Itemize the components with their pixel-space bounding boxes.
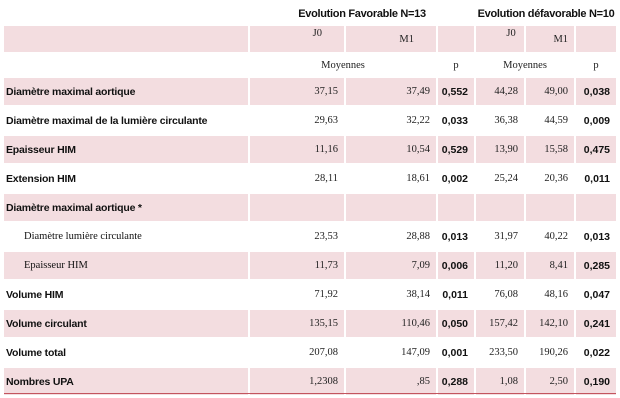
- row-label: Nombres UPA: [4, 368, 250, 397]
- table-row: [4, 165, 616, 194]
- defav-moyennes-header: [476, 54, 576, 78]
- defav-m1-value: 142,10: [526, 310, 576, 339]
- defav-p-blank: [576, 26, 616, 54]
- defav-j0-value: 157,42: [476, 310, 526, 339]
- fav-m1-value: 10,54: [346, 136, 438, 165]
- defav-j0-header: [476, 26, 526, 54]
- fav-j0-value: 23,53: [250, 223, 346, 252]
- header-row-timepoints: [4, 26, 616, 54]
- defav-moyennes-label: Moyennes: [503, 59, 547, 71]
- fav-p-value: [438, 194, 476, 223]
- fav-p-value: 0,050: [438, 310, 476, 339]
- fav-m1-value: 7,09: [346, 252, 438, 281]
- table-row: [4, 107, 616, 136]
- row-label: Extension HIM: [4, 165, 250, 194]
- table-row: [4, 223, 616, 252]
- fav-m1-header: [346, 26, 438, 54]
- fav-j0-value: 37,15: [250, 78, 346, 107]
- row-label: Diamètre maximal de la lumière circulante: [4, 107, 250, 136]
- defav-p-value: 0,475: [576, 136, 616, 165]
- fav-m1-value: 32,22: [346, 107, 438, 136]
- fav-j0-value: 28,11: [250, 165, 346, 194]
- table-row: [4, 136, 616, 165]
- defav-p-value: 0,022: [576, 339, 616, 368]
- row-label: Diamètre lumière circulante: [4, 223, 250, 252]
- defav-m1-value: 44,59: [526, 107, 576, 136]
- defav-m1-value: 20,36: [526, 165, 576, 194]
- fav-j0-value: 135,15: [250, 310, 346, 339]
- results-table: [4, 2, 616, 397]
- fav-p-value: 0,552: [438, 78, 476, 107]
- table-row: [4, 339, 616, 368]
- fav-moyennes-header: [250, 54, 438, 78]
- defav-j0-value: 36,38: [476, 107, 526, 136]
- table-row: [4, 310, 616, 339]
- defav-j0-value: 11,20: [476, 252, 526, 281]
- fav-m1-value: 28,88: [346, 223, 438, 252]
- fav-j0-value: 207,08: [250, 339, 346, 368]
- defav-j0-value: 76,08: [476, 281, 526, 310]
- group-favorable-header: [250, 2, 476, 26]
- fav-p-value: 0,002: [438, 165, 476, 194]
- defav-p-value: 0,190: [576, 368, 616, 397]
- defav-m1-value: 49,00: [526, 78, 576, 107]
- defav-m1-label: M1: [553, 33, 569, 45]
- defav-p-value: 0,241: [576, 310, 616, 339]
- row-label: Epaisseur HIM: [4, 136, 250, 165]
- defav-j0-value: 1,08: [476, 368, 526, 397]
- bottom-rule: [4, 393, 616, 394]
- fav-j0-header: [250, 26, 346, 54]
- fav-p-label: p: [453, 59, 459, 71]
- defav-p-value: 0,038: [576, 78, 616, 107]
- fav-m1-value: 37,49: [346, 78, 438, 107]
- defav-j0-value: [476, 194, 526, 223]
- fav-p-value: 0,006: [438, 252, 476, 281]
- fav-p-value: 0,001: [438, 339, 476, 368]
- defav-m1-header: [526, 26, 576, 54]
- fav-m1-value: 110,46: [346, 310, 438, 339]
- table-row: [4, 281, 616, 310]
- defav-m1-value: 15,58: [526, 136, 576, 165]
- defav-j0-value: 13,90: [476, 136, 526, 165]
- defav-j0-value: 233,50: [476, 339, 526, 368]
- fav-m1-value: 18,61: [346, 165, 438, 194]
- group-defavorable-header: [476, 2, 616, 26]
- header-blank: [4, 2, 250, 26]
- fav-p-value: 0,013: [438, 223, 476, 252]
- defav-p-value: [576, 194, 616, 223]
- fav-m1-label: M1: [399, 33, 414, 45]
- fav-m1-value: ,85: [346, 368, 438, 397]
- defav-p-value: 0,285: [576, 252, 616, 281]
- table-row: [4, 78, 616, 107]
- fav-p-value: 0,011: [438, 281, 476, 310]
- defav-p-header: [576, 54, 616, 78]
- fav-j0-value: 11,73: [250, 252, 346, 281]
- defav-j0-value: 31,97: [476, 223, 526, 252]
- fav-p-blank: [438, 26, 476, 54]
- fav-m1-value: 147,09: [346, 339, 438, 368]
- defav-p-value: 0,009: [576, 107, 616, 136]
- fav-j0-value: 71,92: [250, 281, 346, 310]
- row-label: Diamètre maximal aortique *: [4, 194, 250, 223]
- row-label: Epaisseur HIM: [4, 252, 250, 281]
- fav-p-value: 0,033: [438, 107, 476, 136]
- header-blank: [4, 26, 250, 54]
- defav-m1-value: 40,22: [526, 223, 576, 252]
- defav-j0-label: J0: [506, 28, 516, 39]
- header-blank: [4, 54, 250, 78]
- row-label: Diamètre maximal aortique: [4, 78, 250, 107]
- fav-p-value: 0,529: [438, 136, 476, 165]
- fav-m1-value: 38,14: [346, 281, 438, 310]
- fav-moyennes-label: Moyennes: [321, 59, 365, 71]
- defav-m1-value: [526, 194, 576, 223]
- defav-m1-value: 48,16: [526, 281, 576, 310]
- table-row: [4, 194, 616, 223]
- defav-j0-value: 25,24: [476, 165, 526, 194]
- header-row-stats: [4, 54, 616, 78]
- group-defavorable-label: Evolution défavorable N=10: [477, 8, 615, 20]
- fav-j0-value: 1,2308: [250, 368, 346, 397]
- table-row: [4, 252, 616, 281]
- group-favorable-label: Evolution Favorable N=13: [298, 8, 426, 20]
- row-label: Volume HIM: [4, 281, 250, 310]
- defav-p-label: p: [593, 59, 599, 71]
- fav-p-value: 0,288: [438, 368, 476, 397]
- defav-m1-value: 8,41: [526, 252, 576, 281]
- fav-j0-value: 11,16: [250, 136, 346, 165]
- defav-p-value: 0,047: [576, 281, 616, 310]
- defav-m1-value: 2,50: [526, 368, 576, 397]
- fav-j0-value: [250, 194, 346, 223]
- fav-m1-value: [346, 194, 438, 223]
- defav-m1-value: 190,26: [526, 339, 576, 368]
- fav-p-header: [438, 54, 476, 78]
- defav-p-value: 0,011: [576, 165, 616, 194]
- defav-j0-value: 44,28: [476, 78, 526, 107]
- fav-j0-value: 29,63: [250, 107, 346, 136]
- defav-p-value: 0,013: [576, 223, 616, 252]
- row-label: Volume total: [4, 339, 250, 368]
- row-label: Volume circulant: [4, 310, 250, 339]
- header-row-groups: [4, 2, 616, 26]
- fav-j0-label: J0: [312, 28, 322, 39]
